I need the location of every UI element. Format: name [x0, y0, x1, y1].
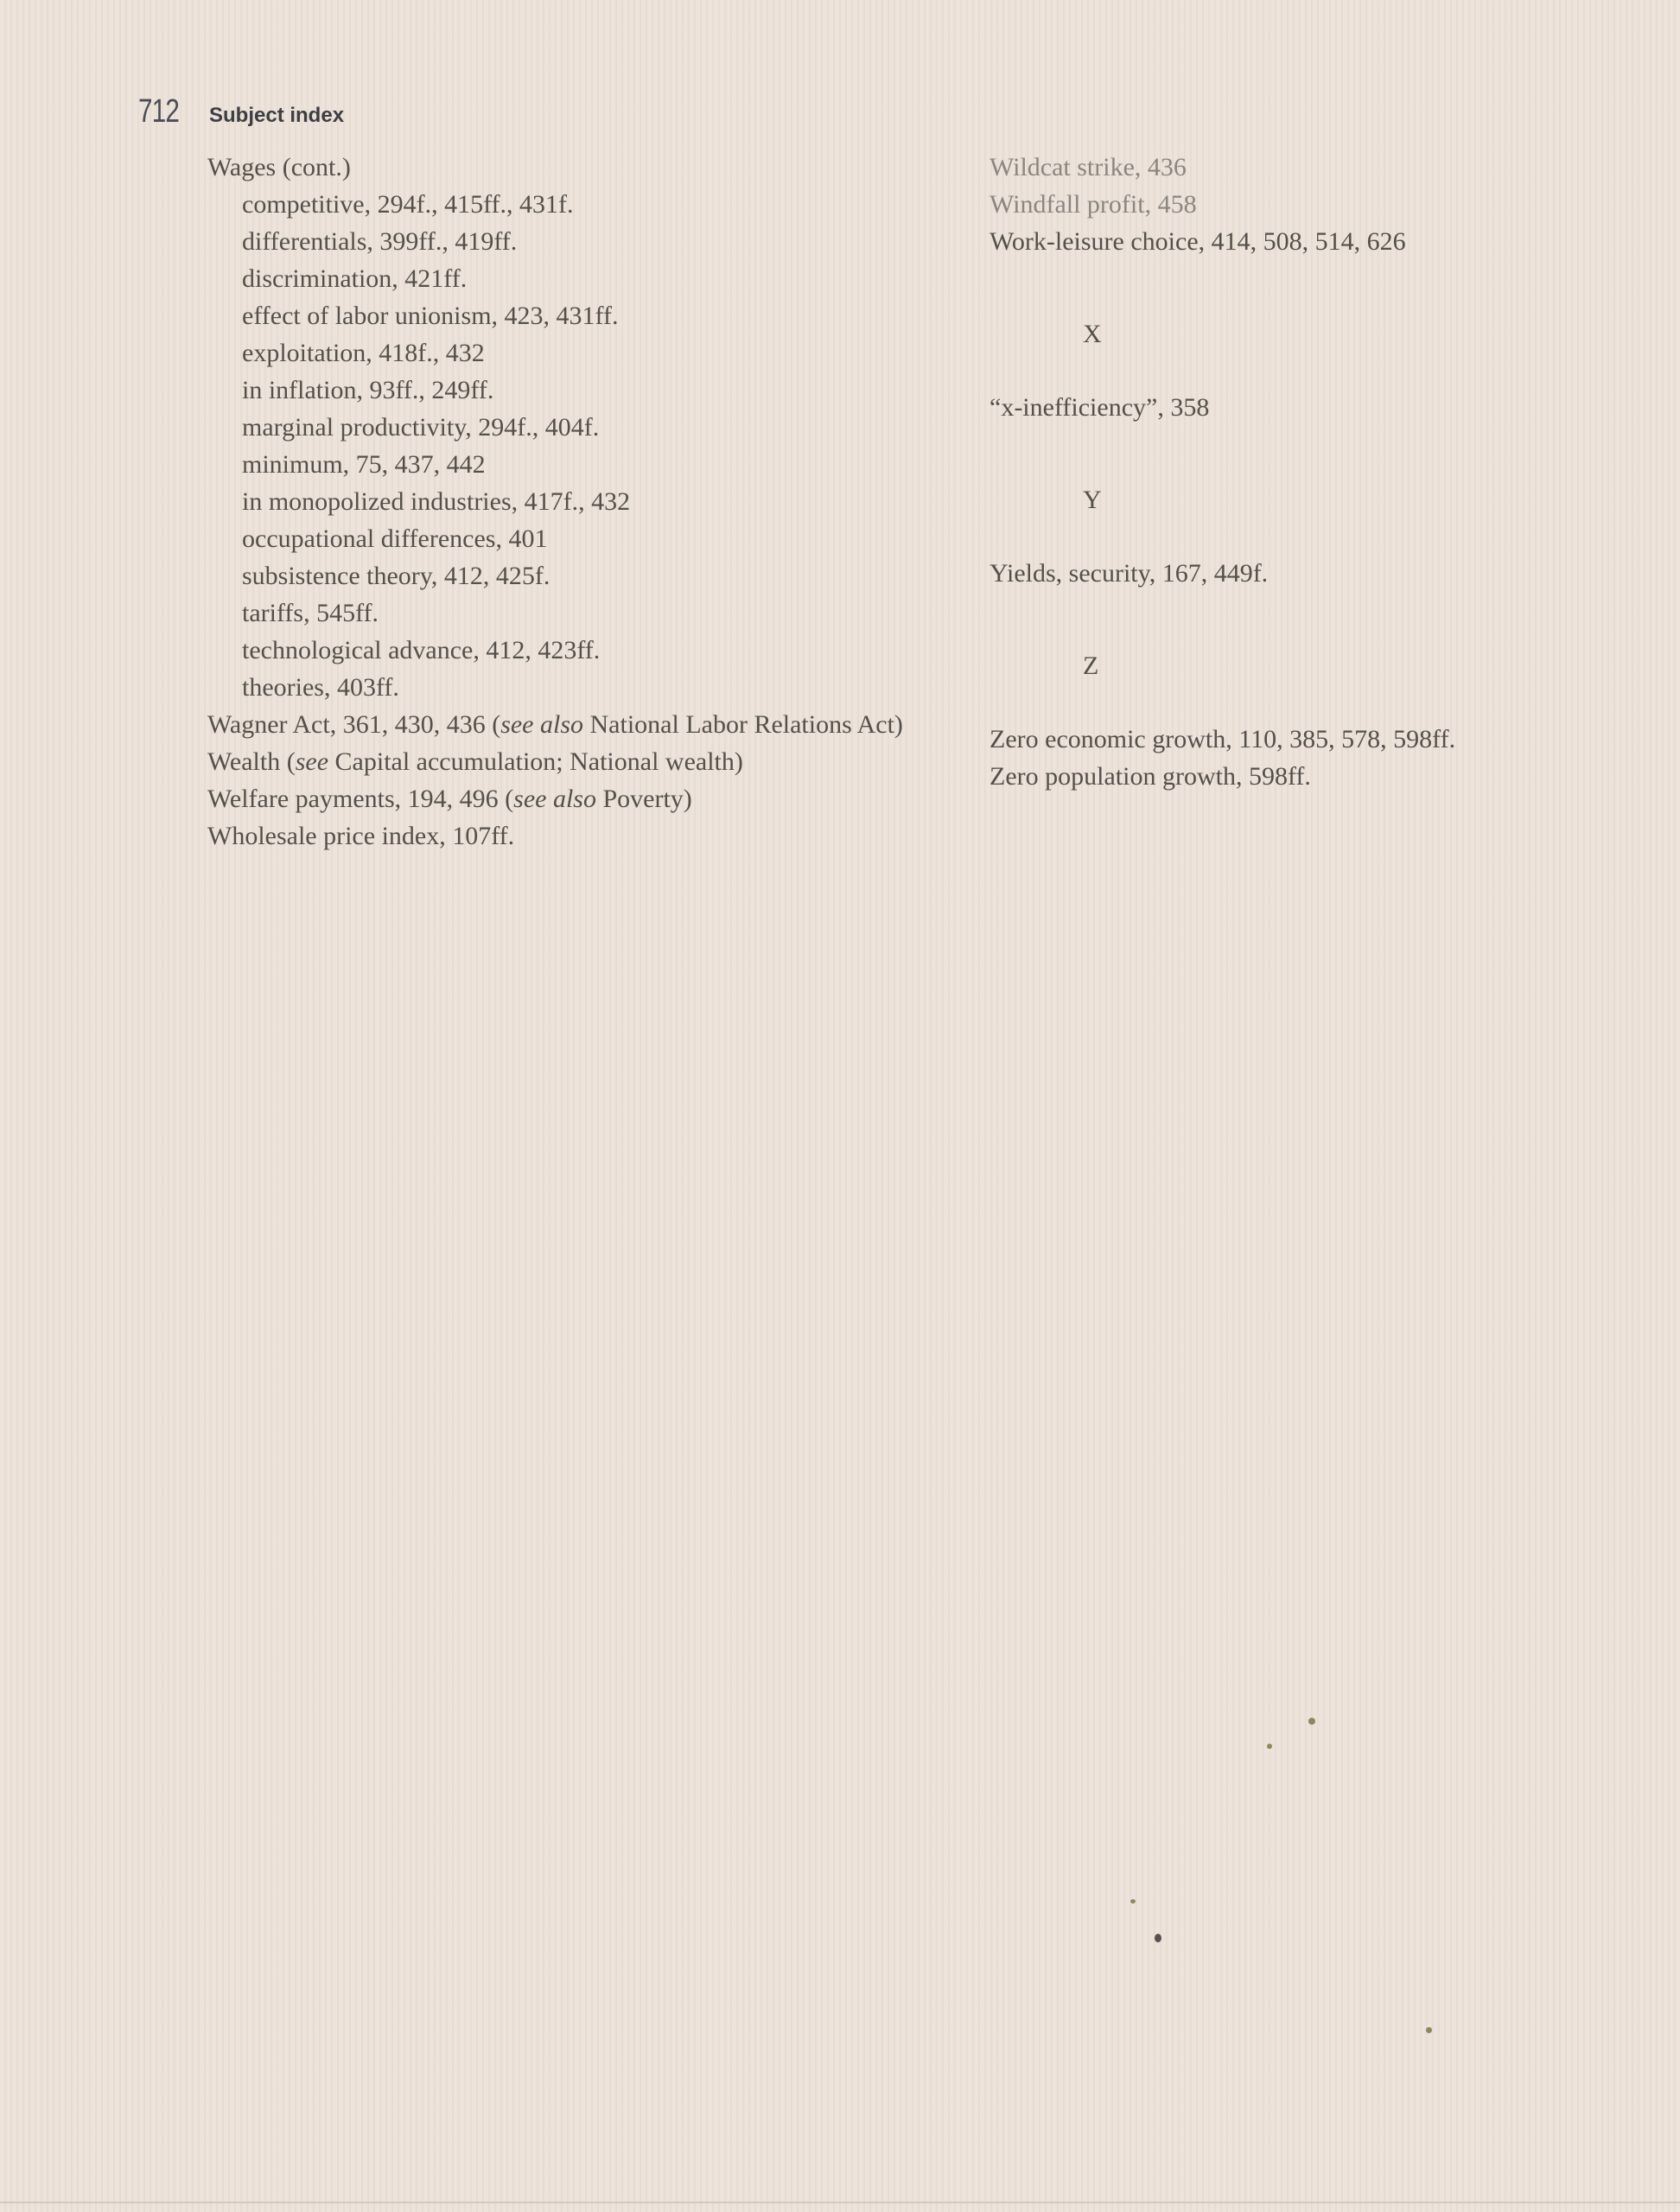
index-subentry: occupational differences, 401 [242, 524, 548, 553]
index-entry-zero-population-growth: Zero population growth, 598ff. [990, 762, 1311, 791]
index-subentry: effect of labor unionism, 423, 431ff. [242, 302, 619, 330]
index-subentry: exploitation, 418f., 432 [242, 339, 485, 367]
paper-speck [1308, 1718, 1315, 1725]
see-reference: see [295, 747, 329, 776]
index-entry-yields-security: Yields, security, 167, 449f. [990, 559, 1269, 588]
entry-reference: Capital accumulation; National wealth) [328, 747, 743, 776]
index-entry-x-inefficiency: “x-inefficiency”, 358 [990, 393, 1210, 422]
index-entry-wildcat-strike: Wildcat strike, 436 [990, 153, 1187, 181]
index-entry-windfall-profit: Windfall profit, 458 [990, 190, 1197, 219]
see-also-reference: see also [500, 710, 584, 739]
index-entry-wealth [207, 743, 968, 780]
index-subentry: differentials, 399ff., 419ff. [242, 227, 518, 256]
entry-text: Welfare payments, 194, 496 ( [207, 785, 514, 813]
index-subentry: minimum, 75, 437, 442 [242, 450, 486, 479]
index-subentry: marginal productivity, 294f., 404f. [242, 413, 600, 442]
entry-reference: Poverty) [595, 785, 692, 813]
index-column-right [990, 149, 1664, 795]
running-title: Subject index [209, 104, 345, 127]
index-column-left [207, 149, 968, 855]
index-entry-wagner-act [207, 706, 1044, 743]
entry-reference: National Labor Relations Act) [583, 710, 903, 739]
index-entry-work-leisure-choice: Work-leisure choice, 414, 508, 514, 626 [990, 227, 1406, 256]
paper-speck [1267, 1744, 1272, 1749]
entry-text: Wagner Act, 361, 430, 436 ( [207, 710, 501, 739]
index-subentry: subsistence theory, 412, 425f. [242, 562, 550, 590]
running-head [138, 93, 344, 137]
index-subentry: in monopolized industries, 417f., 432 [242, 487, 631, 516]
index-entry-zero-economic-growth: Zero economic growth, 110, 385, 578, 598ff. [990, 725, 1456, 753]
index-entry-welfare-payments [207, 780, 968, 817]
index-subentry: in inflation, 93ff., 249ff. [242, 376, 494, 404]
index-subentry: theories, 403ff. [242, 673, 399, 702]
index-entry-wholesale-price-index: Wholesale price index, 107ff. [207, 822, 515, 850]
see-also-reference: see also [513, 785, 596, 813]
index-subentry: tariffs, 545ff. [242, 599, 379, 627]
paper-speck [1426, 2027, 1432, 2033]
section-letter-y: Y [1083, 486, 1102, 514]
section-letter-x: X [1083, 320, 1102, 348]
index-entry-wages: Wages (cont.) [207, 153, 351, 181]
section-letter-z: Z [1083, 652, 1099, 680]
page-number: 712 [138, 93, 180, 130]
page-bottom-edge [0, 2202, 1680, 2203]
index-subentry: competitive, 294f., 415ff., 431f. [242, 190, 574, 219]
paper-speck [1155, 1934, 1161, 1942]
index-subentry: technological advance, 412, 423ff. [242, 636, 601, 664]
index-subentry: discrimination, 421ff. [242, 264, 468, 293]
paper-speck [1130, 1899, 1136, 1904]
entry-text: Wealth ( [207, 747, 296, 776]
